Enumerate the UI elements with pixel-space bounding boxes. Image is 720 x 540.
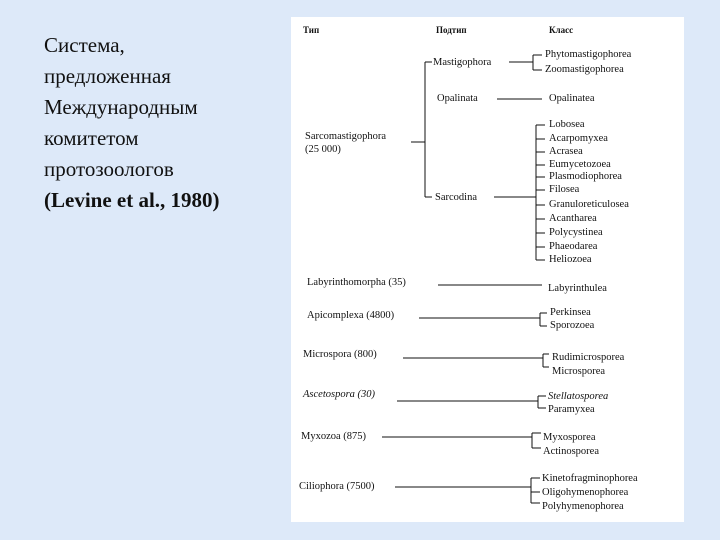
- class-label: Acarpomyxea: [549, 133, 608, 144]
- class-label: Actinosporea: [543, 446, 599, 457]
- header-subtype: Подтип: [436, 25, 467, 35]
- caption-line: протозоологов: [44, 157, 174, 181]
- class-label: Heliozoea: [549, 254, 592, 265]
- class-label: Polyhymenophorea: [542, 501, 624, 512]
- class-label: Polycystinea: [549, 227, 603, 238]
- phylum-count: (25 000): [305, 144, 341, 155]
- class-label: Kinetofragminophorea: [542, 473, 638, 484]
- class-label: Sporozoea: [550, 320, 595, 331]
- class-label: Phaeodarea: [549, 241, 598, 252]
- tree-lines: [291, 17, 684, 522]
- class-label: Microsporea: [552, 366, 606, 377]
- header-type: Тип: [303, 25, 320, 35]
- subphylum-sarcodina: Sarcodina: [435, 192, 477, 203]
- header-class: Класс: [549, 25, 574, 35]
- slide-caption: [44, 30, 284, 216]
- class-label: Myxosporea: [543, 432, 596, 443]
- phylum-apicomplexa: Apicomplexa (4800): [307, 310, 395, 321]
- class-label: Plasmodiophorea: [549, 171, 622, 182]
- caption-line: Международным: [44, 95, 198, 119]
- class-label: Acantharea: [549, 213, 597, 224]
- caption-citation: (Levine et al., 1980): [44, 188, 220, 212]
- class-label: Granuloreticulosea: [549, 199, 629, 210]
- phylum-ascetospora: Ascetospora (30): [303, 389, 376, 400]
- caption-line: Система,: [44, 33, 125, 57]
- class-label: Lobosea: [549, 119, 585, 130]
- phylum-labyrinthomorpha: Labyrinthomorpha (35): [307, 277, 406, 288]
- phylum-myxozoa: Myxozoa (875): [301, 431, 367, 442]
- class-label: Stellatosporea: [548, 391, 609, 402]
- class-label: Rudimicrosporea: [552, 352, 625, 363]
- class-label: Perkinsea: [550, 307, 591, 318]
- classification-diagram: [291, 17, 684, 522]
- class-label: Opalinatea: [549, 93, 595, 104]
- caption-line: предложенная: [44, 64, 171, 88]
- phylum-microspora: Microspora (800): [303, 349, 377, 360]
- phylum-sarcomastigophora: Sarcomastigophora: [305, 131, 387, 142]
- class-label: Acrasea: [549, 146, 583, 157]
- class-label: Phytomastigophorea: [545, 49, 632, 60]
- class-label: Zoomastigophorea: [545, 64, 624, 75]
- phylum-ciliophora: Ciliophora (7500): [299, 481, 375, 492]
- class-label: Oligohymenophorea: [542, 487, 629, 498]
- class-label: Eumycetozoea: [549, 159, 611, 170]
- class-label: Filosea: [549, 184, 580, 195]
- subphylum-mastigophora: Mastigophora: [433, 57, 492, 68]
- class-label: Labyrinthulea: [548, 283, 607, 294]
- subphylum-opalinata: Opalinata: [437, 93, 478, 104]
- caption-line: комитетом: [44, 126, 139, 150]
- class-label: Paramyxea: [548, 404, 595, 415]
